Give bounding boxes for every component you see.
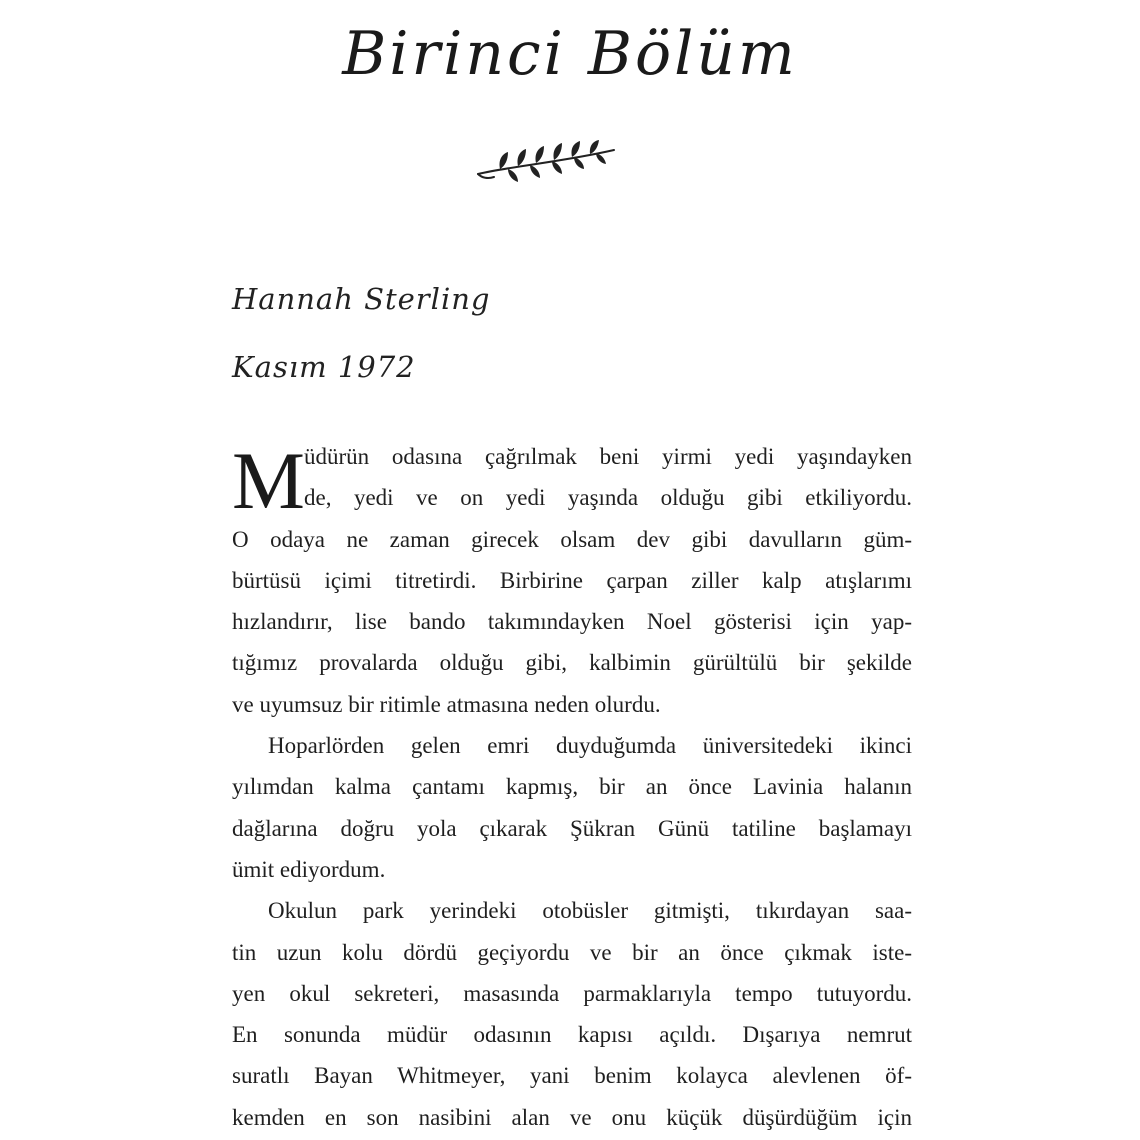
text-line: üdürün odasına çağrılmak beni yirmi yedi yaşındayken — [304, 444, 912, 469]
text-line: kemden en son nasibini alan ve onu küçük düşürdüğüm için — [232, 1104, 912, 1130]
text-line: bürtüsü içimi titretirdi. Birbirine çarpan ziller kalp atışlarımı — [232, 567, 912, 593]
laurel-branch-icon — [472, 138, 622, 188]
text-line: dağlarına doğru yola çıkarak Şükran Günü tatiline başlamayı — [232, 815, 912, 841]
text-line: Hoparlörden gelen emri duyduğumda üniversitedeki ikinci — [268, 733, 912, 759]
text-line: ümit ediyordum. — [232, 856, 386, 882]
text-line: de, yedi ve on yedi yaşında olduğu gibi etkiliyordu. — [304, 485, 912, 511]
chapter-date: Kasım 1972 — [232, 350, 416, 384]
chapter-body — [232, 436, 912, 1138]
drop-cap: M — [232, 435, 305, 526]
chapter-title: Birinci Bölüm — [342, 19, 798, 89]
author-name: Hannah Sterling — [232, 282, 491, 316]
text-line: yen okul sekreteri, masasında parmaklarıyla tempo tutuyordu. — [232, 980, 912, 1006]
text-line: ve uyumsuz bir ritimle atmasına neden olurdu. — [232, 691, 661, 717]
text-line: Okulun park yerindeki otobüsler gitmişti, tıkırdayan saa- — [268, 898, 912, 924]
text-line: tığımız provalarda olduğu gibi, kalbimin gürültülü bir şekilde — [232, 650, 912, 676]
text-line: hızlandırır, lise bando takımındayken Noel gösterisi için yap- — [232, 609, 912, 635]
text-line: suratlı Bayan Whitmeyer, yani benim kolayca alevlenen öf- — [232, 1063, 912, 1089]
text-line: En sonunda müdür odasının kapısı açıldı. Dışarıya nemrut — [232, 1022, 912, 1048]
text-line: O odaya ne zaman girecek olsam dev gibi davulların güm- — [232, 526, 912, 552]
text-line: yılımdan kalma çantamı kapmış, bir an önce Lavinia halanın — [232, 774, 912, 800]
text-line: tin uzun kolu dördü geçiyordu ve bir an önce çıkmak iste- — [232, 939, 912, 965]
